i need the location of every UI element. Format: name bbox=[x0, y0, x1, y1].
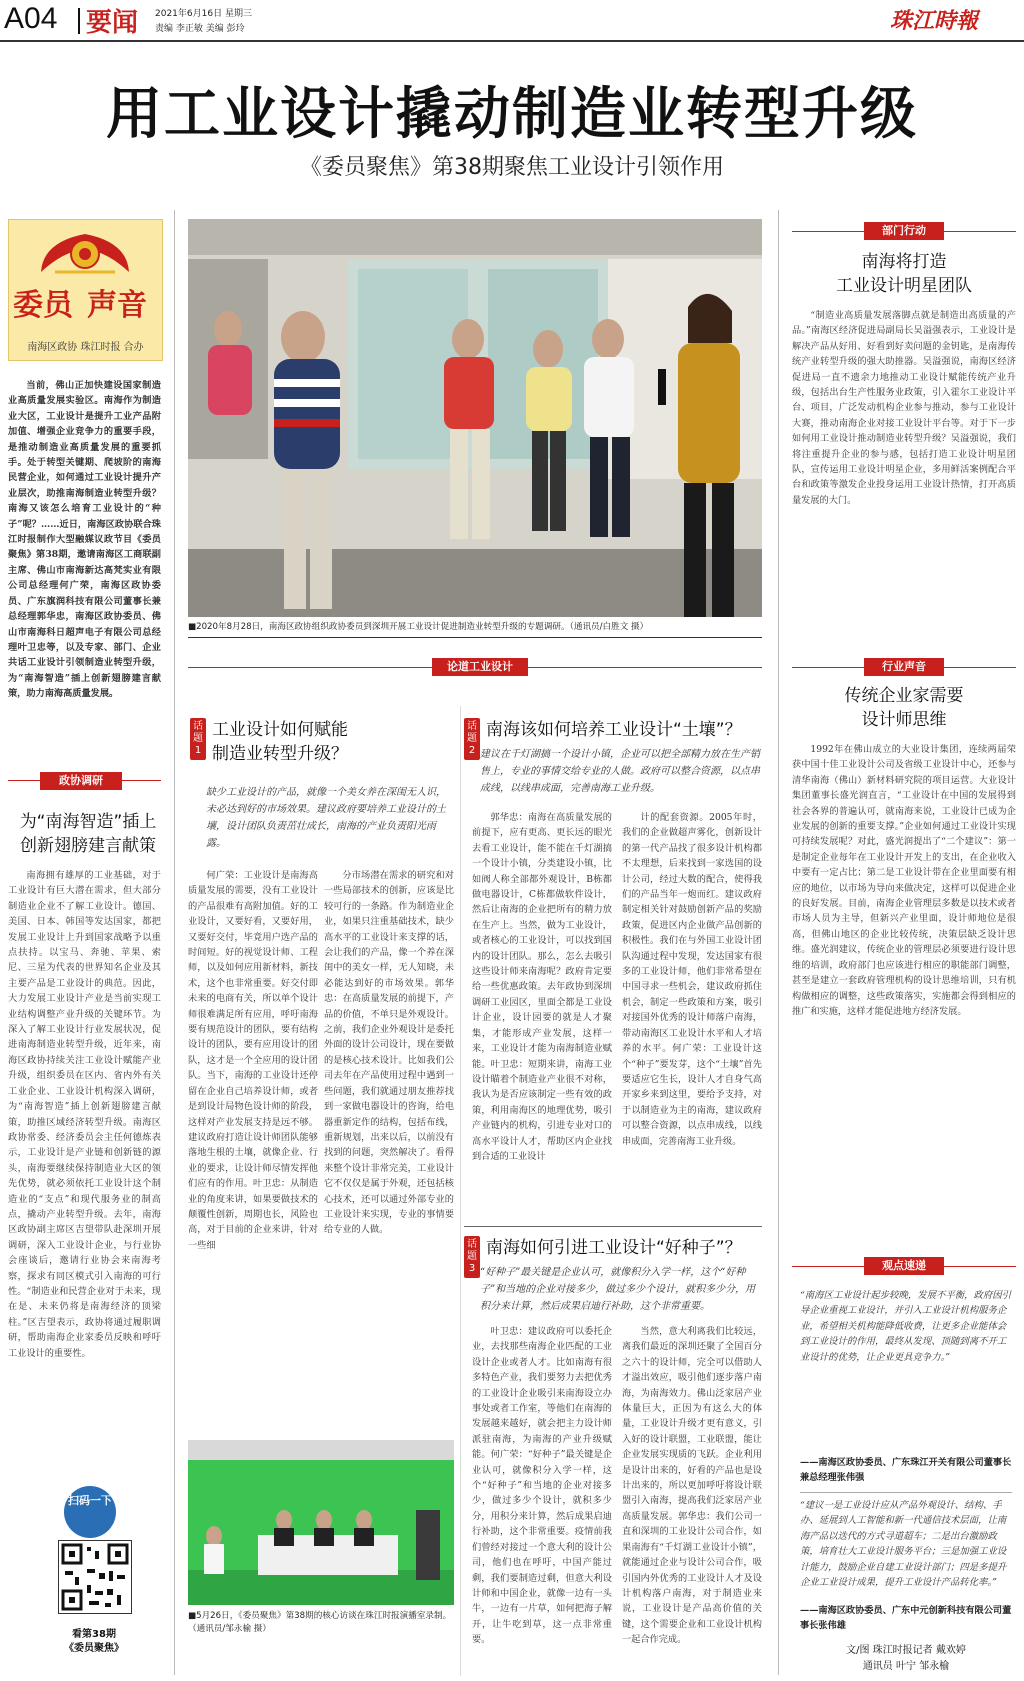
caption-rule bbox=[188, 637, 762, 638]
qr-caption-2: 《委员聚焦》 bbox=[64, 1643, 124, 1654]
byline-1: 文/图 珠江时报记者 戴欢婷 bbox=[846, 1645, 966, 1656]
right1-title-2: 工业设计明星团队 bbox=[836, 276, 972, 296]
column-separator-mid bbox=[460, 706, 461, 1676]
left-section-paragraph: 南海拥有雄厚的工业基础，对于工业设计有巨大潜在需求，但大部分制造业企业不了解工业设计。德国、美国、日本、韩国等发达国家，都把发展工业设计上升到国家战略予以重点扶持。以宝马、奔驰、苹果、索尼、三星为代表的世界知名企业及其主要产品是工业设计的典范。因此，大力发展工业设计产业是当前实现工业结构调整产业升级的关键环节。为深入了解工业设计行业发展状况，促进南海制造业转型升级，近年来，南海区政协持续关注工业设计赋能产业升级，组织委员在区内、省内外有关工业企业、工业设计机构深入调研，为“南海智造”插上创新翅膀建言献策，助推区域经济转型升级。南海区政协常委、经济委员会主任何德炼表示，工业设计是产业链和创新链的源头，南海要继续保持制造业大区的领先优势，就必须依托工业设计这个制造业的“支点”和现代服务业的制高点，撬动产业转型升级。去年，南海区政协副主席区吉望带队赴深圳开展调研，深入工业设计企业，与行业协会座谈后，邀请行业协会来南海考察，探求有同区模式引入南海的可行性。“制造业和民营企业对于未来，现在是、未来仍将是南海经济的顶梁柱。”区吉望表示，政协将通过履职调研，帮助南海企业家委员反映和呼吁工业设计的重要性。 bbox=[8, 870, 161, 1359]
topic2-column-1-text: 郭华忠：南海在高质量发展的前提下，应有更高、更长远的眼光去看工业设计，能不能在千灯湖搞一个设计小镇，分类建设小镇，比如阀人称全部都外观设计，B栋都做电器设计，C栋都做软件设计，然后让南海的企业把所有的精力放在生产上。当然，做为工业设计，或者核心的工业设计，可以找到国内的设计团队。那么，怎么去吸引这些设计师来南海呢？政府肯定要给一些优惠政策。去年政协到深圳调研工业园区，里面全都是工业设计企业，设计园要的就是人才聚集，才能形成产业发展，这样一来，工业设计才能为南海制造业赋能。叶卫忠：短期来讲，南海工业设计瞄着个制造业产业很不对称，我认为是否应该制定一些有效的政策，利用南海区的地理优势，吸引产业链内的机构，引进专业对口的高水平设计人才，帮助区内企业找到合适的工业设计 bbox=[472, 812, 612, 1162]
committee-voice-logo bbox=[8, 219, 163, 361]
headline: 用工业设计撬动制造业转型升级 bbox=[106, 82, 918, 147]
column-separator-right bbox=[778, 210, 779, 1675]
left-section-label: 政协调研 bbox=[40, 772, 122, 790]
right1-title-1: 南海将打造 bbox=[861, 252, 947, 272]
logo-sponsors: 南海区政协 珠江时报 合办 bbox=[27, 342, 144, 353]
topic1-title-2: 制造业转型升级？ bbox=[212, 744, 348, 764]
quote1-box bbox=[792, 1288, 1016, 1458]
quote-divider bbox=[800, 1492, 1012, 1493]
page-number: A04 bbox=[4, 2, 58, 35]
right1-body bbox=[792, 308, 1016, 628]
left-section-title-1: 为“南海智造”插上 bbox=[19, 812, 157, 832]
right1-label: 部门行动 bbox=[864, 222, 944, 240]
topic1-title-1: 工业设计如何赋能 bbox=[212, 720, 348, 740]
right2-paragraph: 1992年在佛山成立的大业设计集团，连续两届荣获中国十佳工业设计公司及省级工业设计中心，还参与清华南海（佛山）新材料研究院的项目运营。大业设计集团董事长盛光润直言，“工业设计在中国的发展得到社会各界的普遍认可，就南海来说，工业设计已成为企业发展的创新的重要支撑。”企业如何通过工业设计实现可持续发展呢？对此，盛光润提出了“二个建议”：第一是制定企业每年在工业设计开发上的支出，在企业收入中要有一定占比；第二是工业设计带在企业里面要有相应的地位，以市场为导向来做决定，这样可以促进企业的良好发展。目前，南海企业管理层多数是以技术或者市场人员为主导，但新兴产业里面，设计师地位是很高，但佛山地区的企业比较传统，决策层缺乏设计思维。盛光润建议，传统企业的管理层必须要进行设计思维的培训，政府部门也应该进行相应的职能部门调整，甚至是建立一套政府管理机构的设计思维培训，只有机构做相应的调整，这些政策落实，实施都会得到相应的推广和实施，这样才能促进地方经济发展。 bbox=[792, 744, 1016, 1017]
topic3-column-1-text: 叶卫忠：建议政府可以委托企业，去找那些南海企业匹配的工业设计企业或者人才。比如南海有很多特色产业，我们要努力去把优秀的工业设计企业吸引来南海设立办事处或者工作室，等他们在南海的发展越来越好，就会把主力设计师派驻南海，为南海的产业升级赋能。何广荣：“好种子”最关键是企业认可，就像积分入学一样，这个“好种子”和当地的企业对接多少，做过多少个设计，就积多少分，用积分来计算，然后成果启迪行补助，这个非常重要。疫情前我们曾经对接过一个意大利的设计公司，他们也在呼吁，中国产能过剩，我们要制造过剩，但意大利设计师和中国企业，就像一边有一头牛，一边有一片草，如何把海子解开，让牛吃到草，这一点非常重要。 bbox=[472, 1326, 612, 1646]
quote2-attribution: ——南海区政协委员、广东中元创新科技有限公司董事长张伟雄 bbox=[800, 1605, 1012, 1631]
quote1-attribution: ——南海区政协委员、广东珠江开关有限公司董事长兼总经理张伟强 bbox=[800, 1457, 1012, 1483]
quote2-text: “建议一是工业设计应从产品外观设计、结构、手办、延展到人工智能和新一代通信技术层面，让南海产品以迭代的方式寻道超车；二是出台激励政策，培育壮大工业设计服务平台；三是加强工业设计能力，鼓励企业自建工业设计部门；四是多提升企业工业设计成果，提升工业设计产品转化率。” bbox=[800, 1500, 1007, 1589]
page-header bbox=[0, 0, 1024, 40]
qr-code-icon bbox=[59, 1541, 131, 1613]
topic2-title: 南海该如何培养工业设计“土壤”？ bbox=[486, 720, 742, 740]
topic3-tag: 话题3 bbox=[464, 1236, 480, 1278]
left-intro-text bbox=[8, 378, 161, 748]
left-section-title-2: 创新翅膀建言献策 bbox=[20, 836, 156, 856]
quote1-text: “南海区工业设计起步较晚，发展不平衡，政府因引导企业重视工业设计，并引入工业设计机构服务企业，希望相关机构能降低收费，让更多企业能体会到工业设计的作用，最终从发现、顶随到离不开工业设计的优势，让企业更具竞争力。” bbox=[800, 1290, 1012, 1363]
topic3-column-2-text: 当然，意大利离我们比较远，离我们最近的深圳还聚了全国百分之六十的设计师，完全可以借助人才溢出效应，吸引他们逐步落户南海，为南海效力。佛山泛家居产业体量巨大，正因为有这么大的体量，工业设计升级才更有意义，引入好的设计联盟，工业联盟，能让企业发展实现质的飞跃。企业利用是设计出来的，好看的产品也是设计出来的，所以更加呼吁将设计联盟引入南海，提高我们泛家居产业高质量发展。郭华忠：我们公司一直和深圳的工业设计公司合作，如果南海有“千灯湖工业设计小镇”，就能通过企业与设计公司合作，吸引国内外优秀的工业设计人才及设计机构落户南海，对于制造业来说，工业设计是产品高价值的关键，这个需要企业和工业设计机构一起合作完成。 bbox=[622, 1326, 762, 1646]
qr-code-image[interactable] bbox=[58, 1540, 132, 1614]
qr-caption-1: 看第38期 bbox=[72, 1629, 116, 1640]
right1-paragraph: “制造业高质量发展落脚点就是制造出高质量的产品。”南海区经济促进局副局长吴溢强表示，工业设计是解决产品从好用、好看到好卖问题的金钥匙，是南海传统产业转型升级的强大助推器。吴溢强说，南海区经济促进局一直不遗余力地推动工业设计赋能传统产业升级，包括出台生产性服务业政策，引入霍尔工业设计平台、项目，广泛发动机构企业参与推动，参与工业设计大赛，推动南海企业对接工业设计平台等。对于下一步如何用工业设计推动制造业转型升级？吴溢强说，我们将注重提升企业的参与感，包括打造工业设计明星团队，宣传运用工业设计明星企业，多用鲜活案例配合平台和政策等激发企业投身运用工业设计热情，打开高质量发展的大门。 bbox=[792, 310, 1016, 506]
topic2-column-2-text: 计的配套资源。2005年时，我们的企业做超声雾化，创新设计的第一代产品找了很多设计机构都不太理想，后来找到一家选国的设计公司，经过大数的配合，使得我们的产品当年一炮而红。建议政府制定相关针对鼓励创新产品的奖励政策，促进区内企业做产品创新的积极性。我们在与外国工业设计团队沟通过程中发现，发达国家有很多的工业设计师，他们非常希望在中国寻求一些机会，建议政府抓住机会，制定一些政策和方案，吸引对接国外优秀的设计师落户南海，带动南海区工业设计水平和人才培养的水平。何广荣：工业设计这个“种子”要发芽，这个“土壤”首先要适应它生长，设计人才自身气高开家乡来到这里，要给予支持，对于以制造业为主的南海，建议政府可以整合资源，以点串成线，以线串成面，完善南海工业升级。 bbox=[622, 812, 762, 1147]
topic1-tag: 话题1 bbox=[190, 718, 206, 760]
topic3-column-1 bbox=[472, 1324, 612, 1676]
topic2-tag: 话题2 bbox=[464, 718, 480, 760]
studio-photo bbox=[188, 1440, 454, 1605]
topic3-column-2 bbox=[622, 1324, 762, 1676]
masthead-logo: 珠江時報 bbox=[890, 8, 979, 34]
right2-title-2: 设计师思维 bbox=[861, 710, 947, 730]
right3-label: 观点速递 bbox=[864, 1257, 944, 1275]
topic3-title: 南海如何引进工业设计“好种子”？ bbox=[486, 1238, 742, 1258]
subheadline: 《委员聚焦》第38期聚焦工业设计引领作用 bbox=[300, 155, 724, 180]
discussion-section-label: 论道工业设计 bbox=[432, 658, 528, 676]
section-name: 要闻 bbox=[86, 8, 139, 38]
column-separator-left bbox=[174, 210, 175, 1675]
studio-photo-caption: ■5月26日，《委员聚焦》第38期的核心访谈在珠江时报演播室录制。（通讯员/邹永榆 摄） bbox=[188, 1611, 452, 1634]
topic3-lead: “好种子”最关键是企业认可，就像积分入学一样，这个“好种子”和当地的企业对接多少，做过多少个设计，就积多少分，用积分来计算，然后成果启迪行补助，这个非常重要。 bbox=[480, 1267, 756, 1312]
topic1-column-1-text: 何广荣：工业设计是南海高质量发展的需要，没有工业设计的产品很难有高附加值。好的工业设计，又要好看，又要好用，又要好交付，毕竟用户选产品的时间短。好的视觉设计师、工程师，以及如何应用新材料，新技术，这个也非常重要。好交付即未来的电商有关，所以单个设计师很难满足所有应用，呼吁南海要有规范设计的团队，要有结构设计的团队，要有应用设计的团队，这才是一个全应用的设计团队。当下，南海的工业设计还停留在企业自己培养设计师，或者是到设计局物色设计师的阶段，这样对产业发展支持是远不够。建议政府打造让设计师团队能够落地生根的土壤，就像企业、行业的要求，让设计师尽情发挥他们应有的作用。叶卫忠：从制造业的角度来讲，如果要做技术的颠覆性创新，周期也长，风险也高，对于目前的企业来讲，针对一些细 bbox=[188, 870, 318, 1251]
studio-photo-illustration bbox=[188, 1440, 454, 1605]
main-photo-caption: ■2020年8月28日，南海区政协组织政协委员到深圳开展工业设计促进制造业转型升级的专题调研。（通讯员/白胜文 摄） bbox=[188, 622, 649, 632]
right2-body bbox=[792, 742, 1016, 1212]
header-rule bbox=[0, 40, 1024, 42]
main-photo bbox=[188, 219, 762, 617]
topic1-column-1 bbox=[188, 868, 318, 1433]
issue-date: 2021年6月16日 星期三 bbox=[155, 9, 252, 19]
topic2-column-2 bbox=[622, 810, 762, 1220]
topic2-column-1 bbox=[472, 810, 612, 1220]
qr-panel bbox=[8, 1478, 158, 1673]
topic1-lead: 缺少工业设计的产品，就像一个美女养在深闺无人识，未必达到好的市场效果。建议政府要培养工业设计的土壤，设计团队负责茁壮成长，南海的产业负责阳光雨露。 bbox=[206, 787, 446, 849]
topic3-rule bbox=[464, 1226, 762, 1227]
right2-label: 行业声音 bbox=[864, 658, 944, 676]
logo-title-b: 声音 bbox=[87, 288, 147, 323]
logo-title-a: 委员 bbox=[13, 288, 73, 323]
editors: 责编 李正敏 美编 彭玲 bbox=[155, 24, 245, 34]
left-intro-paragraph: 当前，佛山正加快建设国家制造业高质量发展实验区。南海作为制造业大区，工业设计是提升工业产品附加值、增强企业竞争力的重要手段，是推动制造业高质量发展的重要抓手。处于转型关键期、爬坡阶的南海民营企业，如何通过工业设计提升产业层次，助推南海制造业转型升级？南海又该怎么培育工业设计的“种子”呢？……近日，南海区政协联合珠江时报制作大型融媒议政节目《委员聚焦》第38期，邀请南海区工商联副主席、佛山市南海新达高梵实业有限公司总经理何广荣，南海区政协委员、广东旗润科技有限公司董事长兼总经理郭华忠，南海区政协委员、佛山市南海科日超声电子有限公司总经理叶卫忠等，以及专家、部门、企业共话工业设计引领制造业转型升级，为“南海智造”插上创新翅膀建言献策，助力南海高质量发展。 bbox=[8, 380, 161, 700]
emblem-icon bbox=[35, 224, 135, 276]
qr-scan-label: 扫码一下 bbox=[68, 1494, 112, 1507]
topic1-column-2 bbox=[324, 868, 454, 1433]
left-section-body bbox=[8, 868, 161, 1453]
visit-photo-illustration bbox=[188, 219, 762, 617]
topic2-lead: 建议在千灯湖搞一个设计小镇，企业可以把全部精力放在生产销售上，专业的事情交给专业的人做。政府可以整合资源，以点串成线，以线串成面，完善南海工业升级。 bbox=[480, 749, 760, 794]
topic1-column-2-text: 分市场潜在需求的研究和对一些局部技术的创新，应该是比较可行的一条路。作为制造业企业，如果只注重基础技术，缺少高水平的工业设计来支撑的话，会让我们的产品，像一个养在深闺中的美女一样，无人知晓，未必能达到好的市场效果。郭华忠：在高质量发展的前提下，产品的价值，不单只是外观设计。之前，我们企业外观设计是委托外面的设计公司设计，现在要做的是核心技术设计。比如我们公司去年在产品使用过程中遇到一些问题，我们就通过朋友推荐找到一家做电器设计的咨询，给电器重新定作的结构，包括布线，重新规划，出来以后，以前没有找到的问题，突然解决了。看得来整个设计非常完美，工业设计它不仅仅是属于外观，还包括核心技术，还可以通过外部专业的工业设计来实现，专业的事情要给专业的人做。 bbox=[324, 870, 454, 1236]
header-divider bbox=[78, 8, 80, 34]
byline-2: 通讯员 叶宁 邹永榆 bbox=[862, 1661, 950, 1672]
right2-title-1: 传统企业家需要 bbox=[844, 686, 964, 706]
